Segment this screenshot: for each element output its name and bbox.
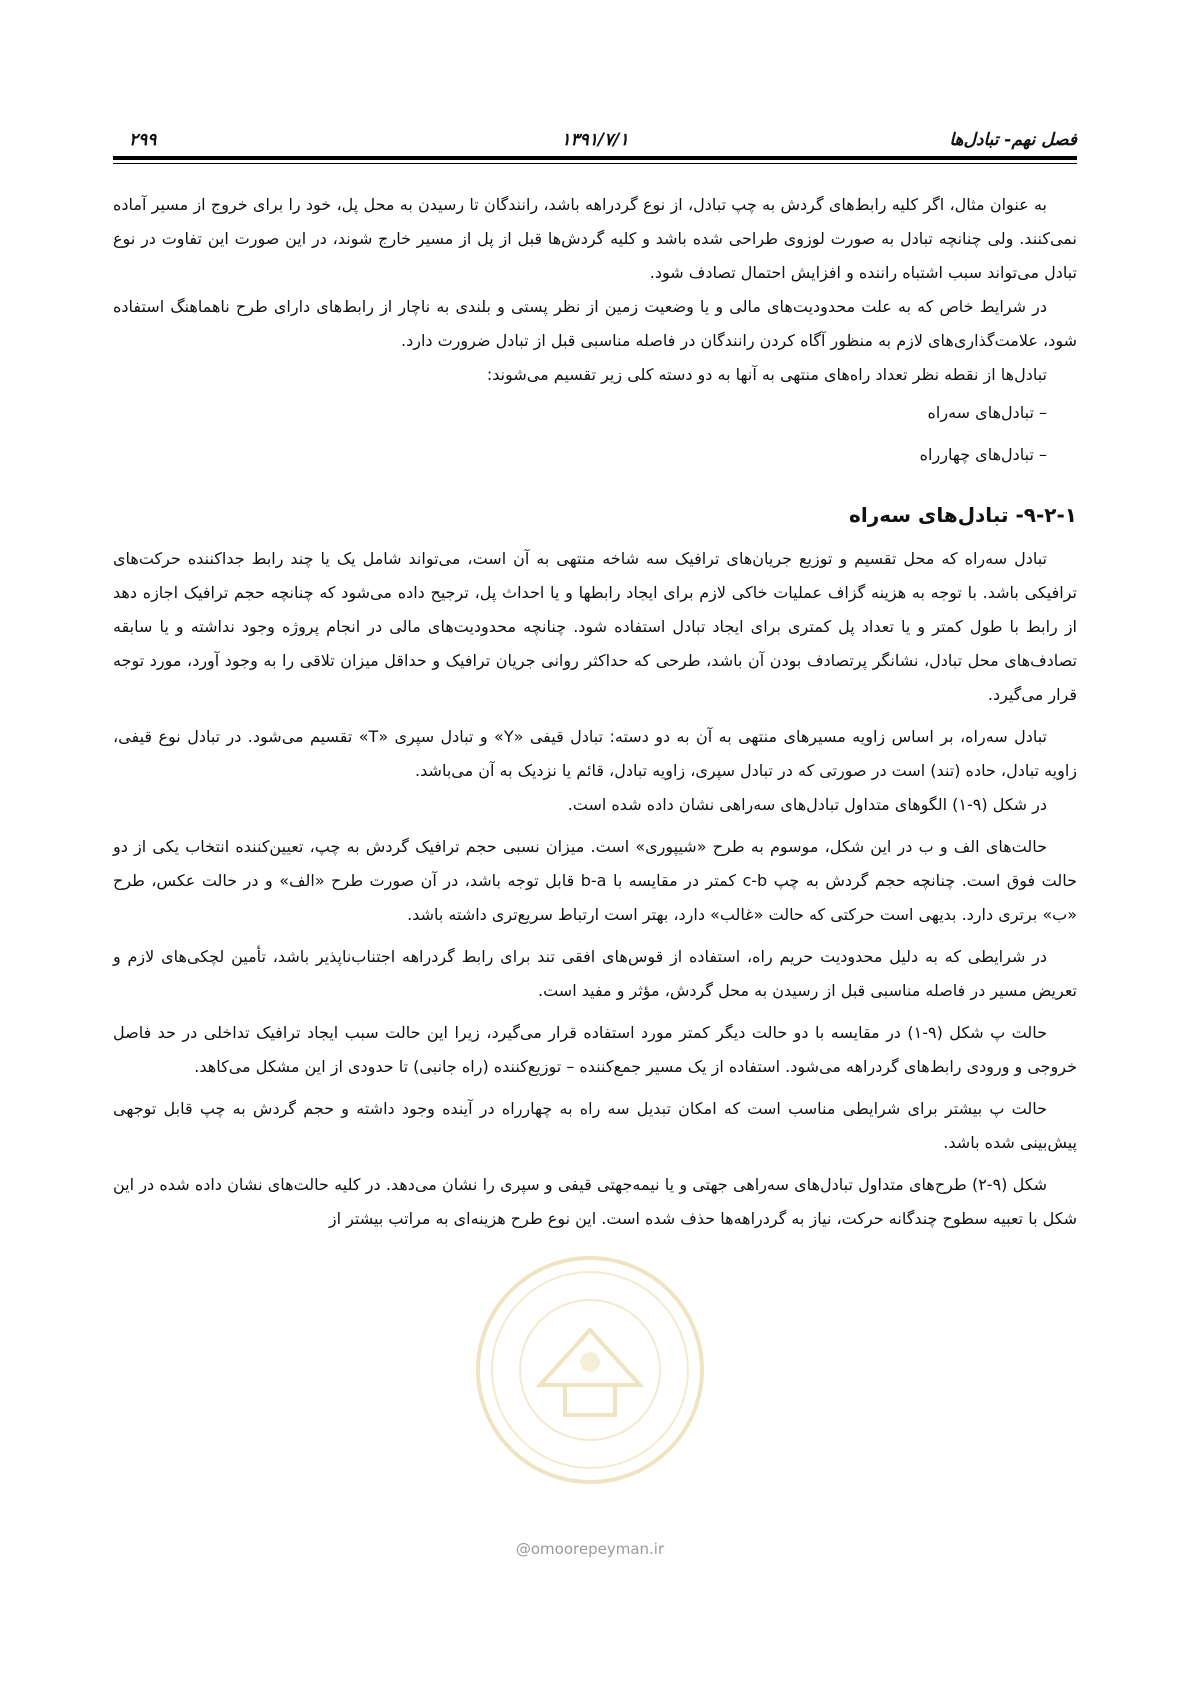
chapter-title: فصل نهم- تبادل‌ها — [949, 130, 1077, 150]
watermark-url: @omoorepeyman.ir — [515, 1540, 665, 1558]
header-date: ۱۳۹۱/۷/۱ — [561, 130, 629, 150]
intro-paragraph-1: به عنوان مثال، اگر کلیه رابط‌های گردش به چپ تبادل، از نوع گردراهه باشد، رانندگان تا رسیدن به محل پل، خود را برای خروج از مسیر آماده نمی‌کنند. ولی چنانچه تبادل به صورت لوزوی طراحی شده باشد و کلیه گردش‌ها قبل از پل از مسیر خارج شوند، در این صورت این تفاوت در نوع تبادل می‌تواند سبب اشتباه راننده و افزایش احتمال تصادف شود. — [113, 195, 1077, 282]
section-paragraph-4: حالت‌های الف و ب در این شکل، موسوم به طرح «شیپوری» است. میزان نسبی حجم ترافیک گردش به چپ، تعیین‌کننده انتخاب یکی از دو حالت فوق است. چنانچه حجم گردش به چپ c-b کمتر در مقایسه با b-a قابل توجه باشد، در آن صورت طرح «الف» و در حالت عکس، طرح «ب» برتری دارد. بدیهی است حرکتی که حالت «غالب» دارد، بهتر است ارتباط سریع‌تری داشته باشد. — [113, 837, 1078, 924]
section-paragraph-2: تبادل سه‌راه، بر اساس زاویه مسیرهای منتهی به آن به دو دسته: تبادل قیفی «Y» و تبادل سپری «T» تقسیم می‌شود. در تبادل نوع قیفی، زاویه تبادل، حاده (تند) است در صورتی که در تبادل سپری، زاویه تبادل، قائم یا نزدیک به آن می‌باشد. — [113, 727, 1077, 780]
section-heading: ۹-۲-۱- تبادل‌های سه‌راه — [849, 503, 1077, 527]
section-paragraph-6: حالت پ شکل (۹-۱) در مقایسه با دو حالت دیگر کمتر مورد استفاده قرار می‌گیرد، زیرا این حالت سبب ایجاد ترافیک تداخلی در حد فاصل خروجی و ورودی رابط‌های گردراهه می‌شود. استفاده از یک مسیر جمع‌کننده – توزیع‌کننده (راه جانبی) تا حدودی از این مشکل می‌کاهد. — [113, 1023, 1077, 1076]
body-text — [113, 188, 1077, 1236]
section-paragraph-8: شکل (۹-۲) طرح‌های متداول تبادل‌های سه‌راهی جهتی و یا نیمه‌جهتی قیفی و سپری را نشان می‌دهد. در کلیه حالت‌های نشان داده شده در این شکل با تعبیه سطوح چندگانه حرکت، نیاز به گردراهه‌ها حذف شده است. این نوع طرح هزینه‌ای به مراتب بیشتر از — [113, 1175, 1077, 1228]
running-header — [113, 130, 1077, 152]
intro-paragraph-3: تبادل‌ها از نقطه نظر تعداد راه‌های منتهی به آنها به دو دسته کلی زیر تقسیم می‌شوند: — [486, 365, 1047, 384]
intro-paragraph-2: در شرایط خاص که به علت محدودیت‌های مالی و یا وضعیت زمین از نظر پستی و بلندی به ناچار از رابط‌های دارای طرح ناهماهنگ استفاده شود، علامت‌گذاری‌های لازم به منظور آگاه کردن رانندگان در فاصله مناسبی قبل از تبادل ضرورت دارد. — [113, 297, 1077, 350]
section-paragraph-7: حالت پ بیشتر برای شرایطی مناسب است که امکان تبدیل سه راه به چهارراه در آینده وجود داشته و حجم گردش به چپ قابل توجهی پیش‌بینی شده باشد. — [113, 1099, 1077, 1152]
section-paragraph-3: در شکل (۹-۱) الگوهای متداول تبادل‌های سه‌راهی نشان داده شده است. — [567, 795, 1047, 814]
watermark-seal-icon — [470, 1250, 710, 1490]
list-item: – تبادل‌های چهارراه — [919, 445, 1047, 464]
section-paragraph-5: در شرایطی که به دلیل محدودیت حریم راه، استفاده از قوس‌های افقی تند برای رابط گردراهه اجتناب‌ناپذیر باشد، تأمین لچکی‌های لازم و تعریض مسیر در فاصله مناسبی قبل از رسیدن به محل گردش، مؤثر و مفید است. — [113, 947, 1077, 1000]
section-paragraph-1: تبادل سه‌راه که محل تقسیم و توزیع جریان‌های ترافیک سه شاخه منتهی به آن است، می‌تواند شامل یک یا چند رابط جداکننده حرکت‌های ترافیکی باشد. با توجه به هزینه گزاف عملیات خاکی لازم برای ایجاد رابطها و یا احداث پل، ترجیح داده می‌شود که چنانچه حجم ترافیک اجازه دهد از رابط با طول کمتر و یا تعداد پل کمتری برای ایجاد تبادل استفاده شود. چنانچه محدودیت‌های مالی در انجام پروژه وجود نداشته و یا سابقه تصادف‌های محل تبادل، نشانگر پرتصادف بودن آن باشد، طرحی که حداکثر روانی جریان ترافیک و حداقل میزان تلاقی را به وجود آورد، مورد توجه قرار می‌گیرد. — [113, 549, 1077, 704]
list-item: – تبادل‌های سه‌راه — [927, 403, 1047, 422]
page-number: ۲۹۹ — [129, 130, 157, 150]
header-rule-thin — [113, 163, 1077, 164]
header-rule-thick — [113, 156, 1077, 160]
